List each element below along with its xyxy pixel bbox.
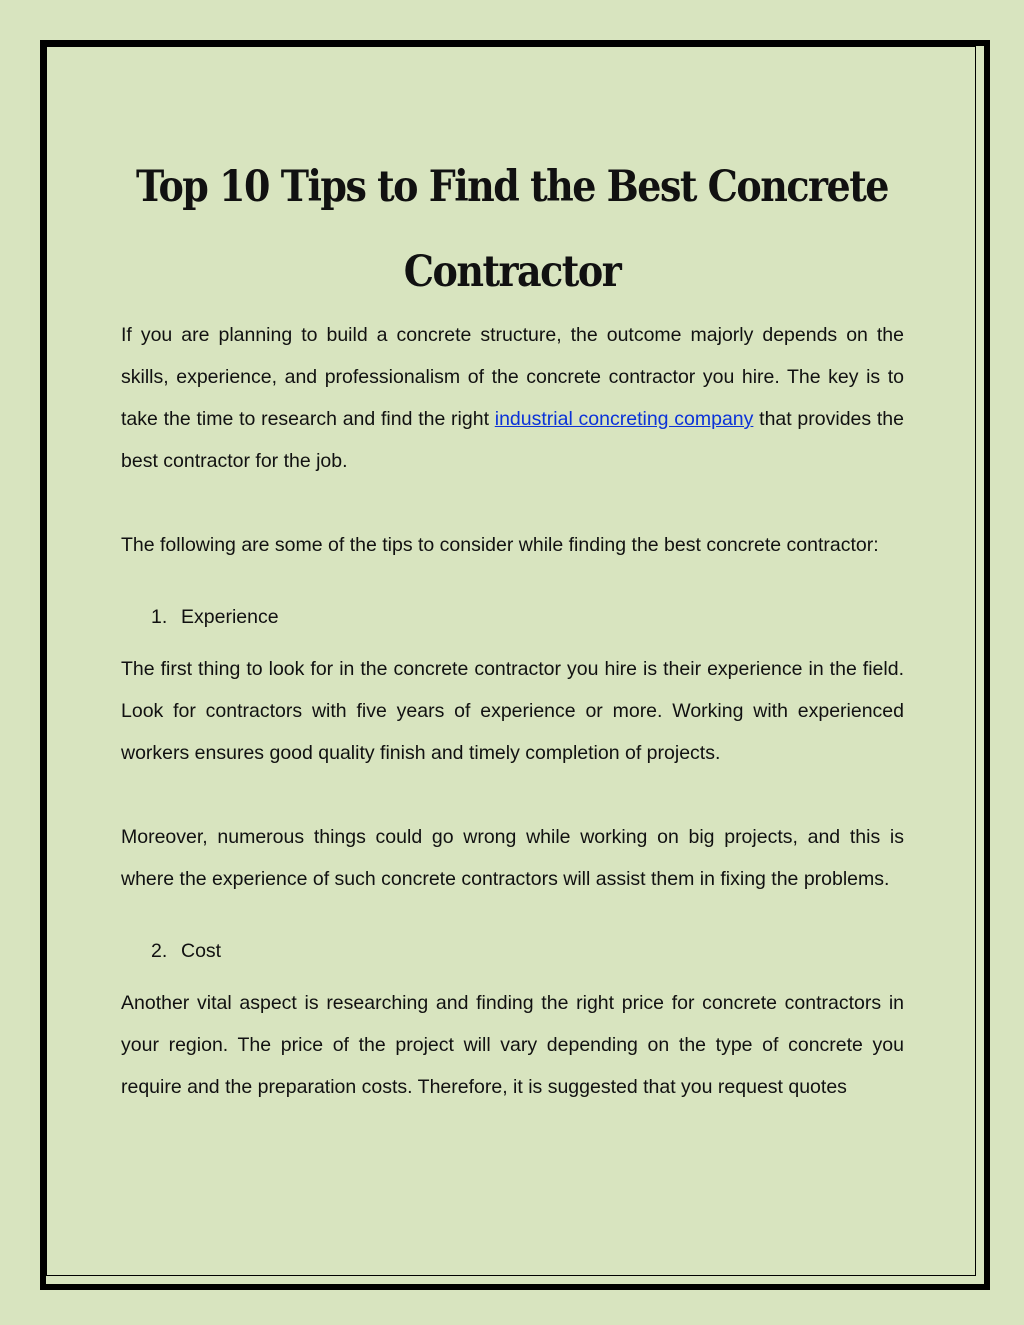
- spacer: [121, 566, 904, 596]
- document-body: [121, 314, 904, 1108]
- intro-text-after-link: that provides the best contractor for the job.: [121, 408, 904, 472]
- experience-paragraph-1: The first thing to look for in the concrete contractor you hire is their experience in the field. Look for contractors with five years of experience or more. Working with experienced workers ensures good quality finish and timely completion of projects.: [121, 658, 904, 764]
- list-heading: Experience: [181, 606, 279, 628]
- spacer: [121, 900, 904, 930]
- spacer: [121, 774, 904, 816]
- cost-paragraph-1: Another vital aspect is researching and finding the right price for concrete contractors in your region. The price of the project will vary depending on the type of concrete you require and the preparation costs. Therefore, it is suggested that you request quotes: [121, 992, 904, 1098]
- section-heading-cost: [121, 930, 904, 972]
- industrial-concreting-company-link[interactable]: industrial concreting company: [494, 408, 754, 430]
- list-heading: Cost: [181, 940, 222, 962]
- spacer: [121, 638, 904, 648]
- list-number: 2.: [151, 940, 168, 962]
- list-number: 1.: [151, 606, 168, 628]
- lead-in-paragraph: The following are some of the tips to consider while finding the best concrete contractor:: [121, 534, 879, 556]
- spacer: [121, 972, 904, 982]
- intro-paragraph: [121, 314, 904, 482]
- spacer: [121, 482, 904, 524]
- section-heading-experience: [121, 596, 904, 638]
- experience-paragraph-2: Moreover, numerous things could go wrong while working on big projects, and this is where the experience of such concrete contractors will assist them in fixing the problems.: [121, 826, 904, 890]
- intro-text-before-link: If you are planning to build a concrete structure, the outcome majorly depends on the skills, experience, and professionalism of the concrete contractor you hire. The key is to take the time to research and find the right: [121, 324, 904, 430]
- document-title: Top 10 Tips to Find the Best Concrete Contractor: [136, 160, 888, 297]
